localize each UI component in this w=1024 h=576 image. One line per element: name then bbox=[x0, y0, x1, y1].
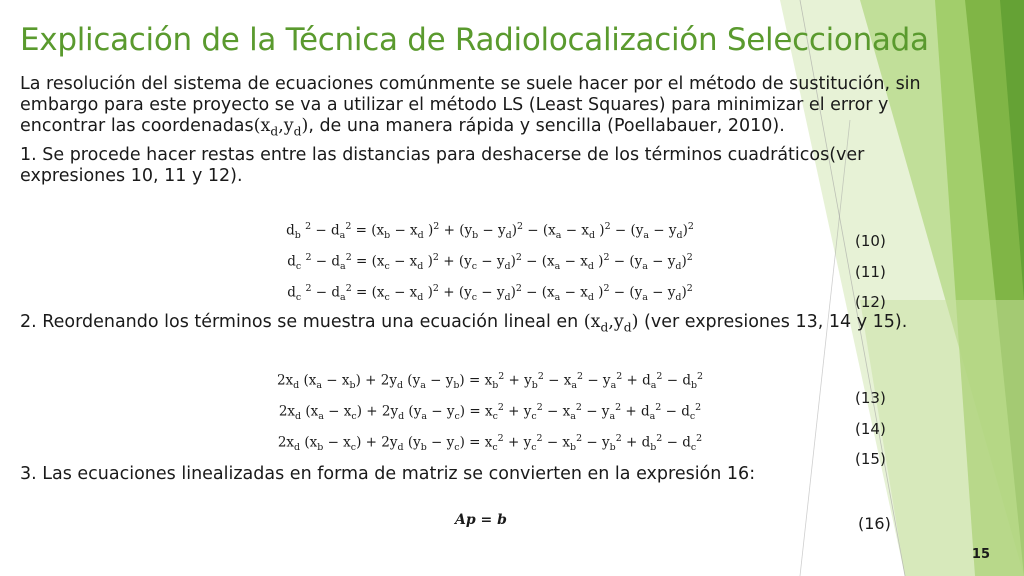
intro-text-pre: La resolución del sistema de ecuaciones comúnmente se suele hacer por el método de sustitución, sin embargo para este proyecto se va a utilizar el método LS (Least Squares) para minimizar el error y encontrar las coordenadas bbox=[20, 74, 921, 136]
equation-12: $d_c$ $^2 - d_a^2 = (x_c - x_d$ )$^2 + (y_c - y_d)^2 - (x_a - x_d$ )$^2 - (y_a - y_d)^2$ bbox=[287, 283, 693, 304]
eqnum-12: (12) bbox=[855, 293, 886, 311]
eqnum-10: (10) bbox=[855, 232, 886, 250]
step2-text-pre: 2. Reordenando los términos se muestra una ecuación lineal en bbox=[20, 312, 584, 332]
equation-13: $2x_d$ $(x_a - x_b) + 2y_d$ $(y_a - y_b) = x_b^2 + y_b^2 - x_a^2 - y_a^2 + d_a^2 - d_b^2$ bbox=[276, 371, 704, 392]
intro-paragraph bbox=[20, 74, 970, 143]
eqnum-14: (14) bbox=[855, 420, 886, 438]
equations-10-12 bbox=[200, 216, 780, 310]
equation-16-text: Ap = b bbox=[455, 512, 507, 528]
step2-coords: $(x_d,y_d)$ bbox=[583, 312, 639, 335]
eqnum-13: (13) bbox=[855, 389, 886, 407]
slide-title: Explicación de la Técnica de Radiolocalización Seleccionada bbox=[20, 22, 929, 58]
step1-paragraph: 1. Se procede hacer restas entre las distancias para deshacerse de los términos cuadráticos(ver expresiones 10, 11 y 12). bbox=[20, 145, 865, 186]
step2-paragraph bbox=[20, 312, 970, 339]
equation-14: $2x_d$ $(x_a - x_c) + 2y_d$ $(y_a - y_c) = x_c^2 + y_c^2 - x_a^2 - y_a^2 + d_a^2 - d_c^2$ bbox=[278, 402, 702, 423]
intro-coords: $(x_d,y_d)$ bbox=[253, 116, 309, 139]
equation-11: $d_c$ $^2 - d_a^2 = (x_c - x_d$ )$^2 + (y_c - y_d)^2 - (x_a - x_d$ )$^2 - (y_a - y_d)^2$ bbox=[287, 252, 693, 273]
eqnum-15: (15) bbox=[855, 450, 886, 468]
step2-text-post: (ver expresiones 13, 14 y 15). bbox=[638, 312, 908, 332]
equations-13-15 bbox=[200, 366, 780, 460]
step3-paragraph: 3. Las ecuaciones linealizadas en forma de matriz se convierten en la expresión 16: bbox=[20, 464, 756, 484]
equation-10: $d_b$ $^2 - d_a^2 = (x_b - x_d$ )$^2 + (y_b - y_d)^2 - (x_a - x_d$ )$^2 - (y_a - y_d)^2$ bbox=[286, 221, 694, 242]
slide-number: 15 bbox=[971, 547, 990, 562]
equation-16 bbox=[455, 512, 507, 528]
equation-15: $2x_d$ $(x_b - x_c) + 2y_d$ $(y_b - y_c) = x_c^2 + y_c^2 - x_b^2 - y_b^2 + d_b^2 - d_c^2$ bbox=[277, 433, 703, 454]
eqnum-16: (16) bbox=[858, 514, 891, 533]
intro-text-post: , de una manera rápida y sencilla (Poellabauer, 2010). bbox=[308, 116, 785, 136]
eqnum-11: (11) bbox=[855, 263, 886, 281]
